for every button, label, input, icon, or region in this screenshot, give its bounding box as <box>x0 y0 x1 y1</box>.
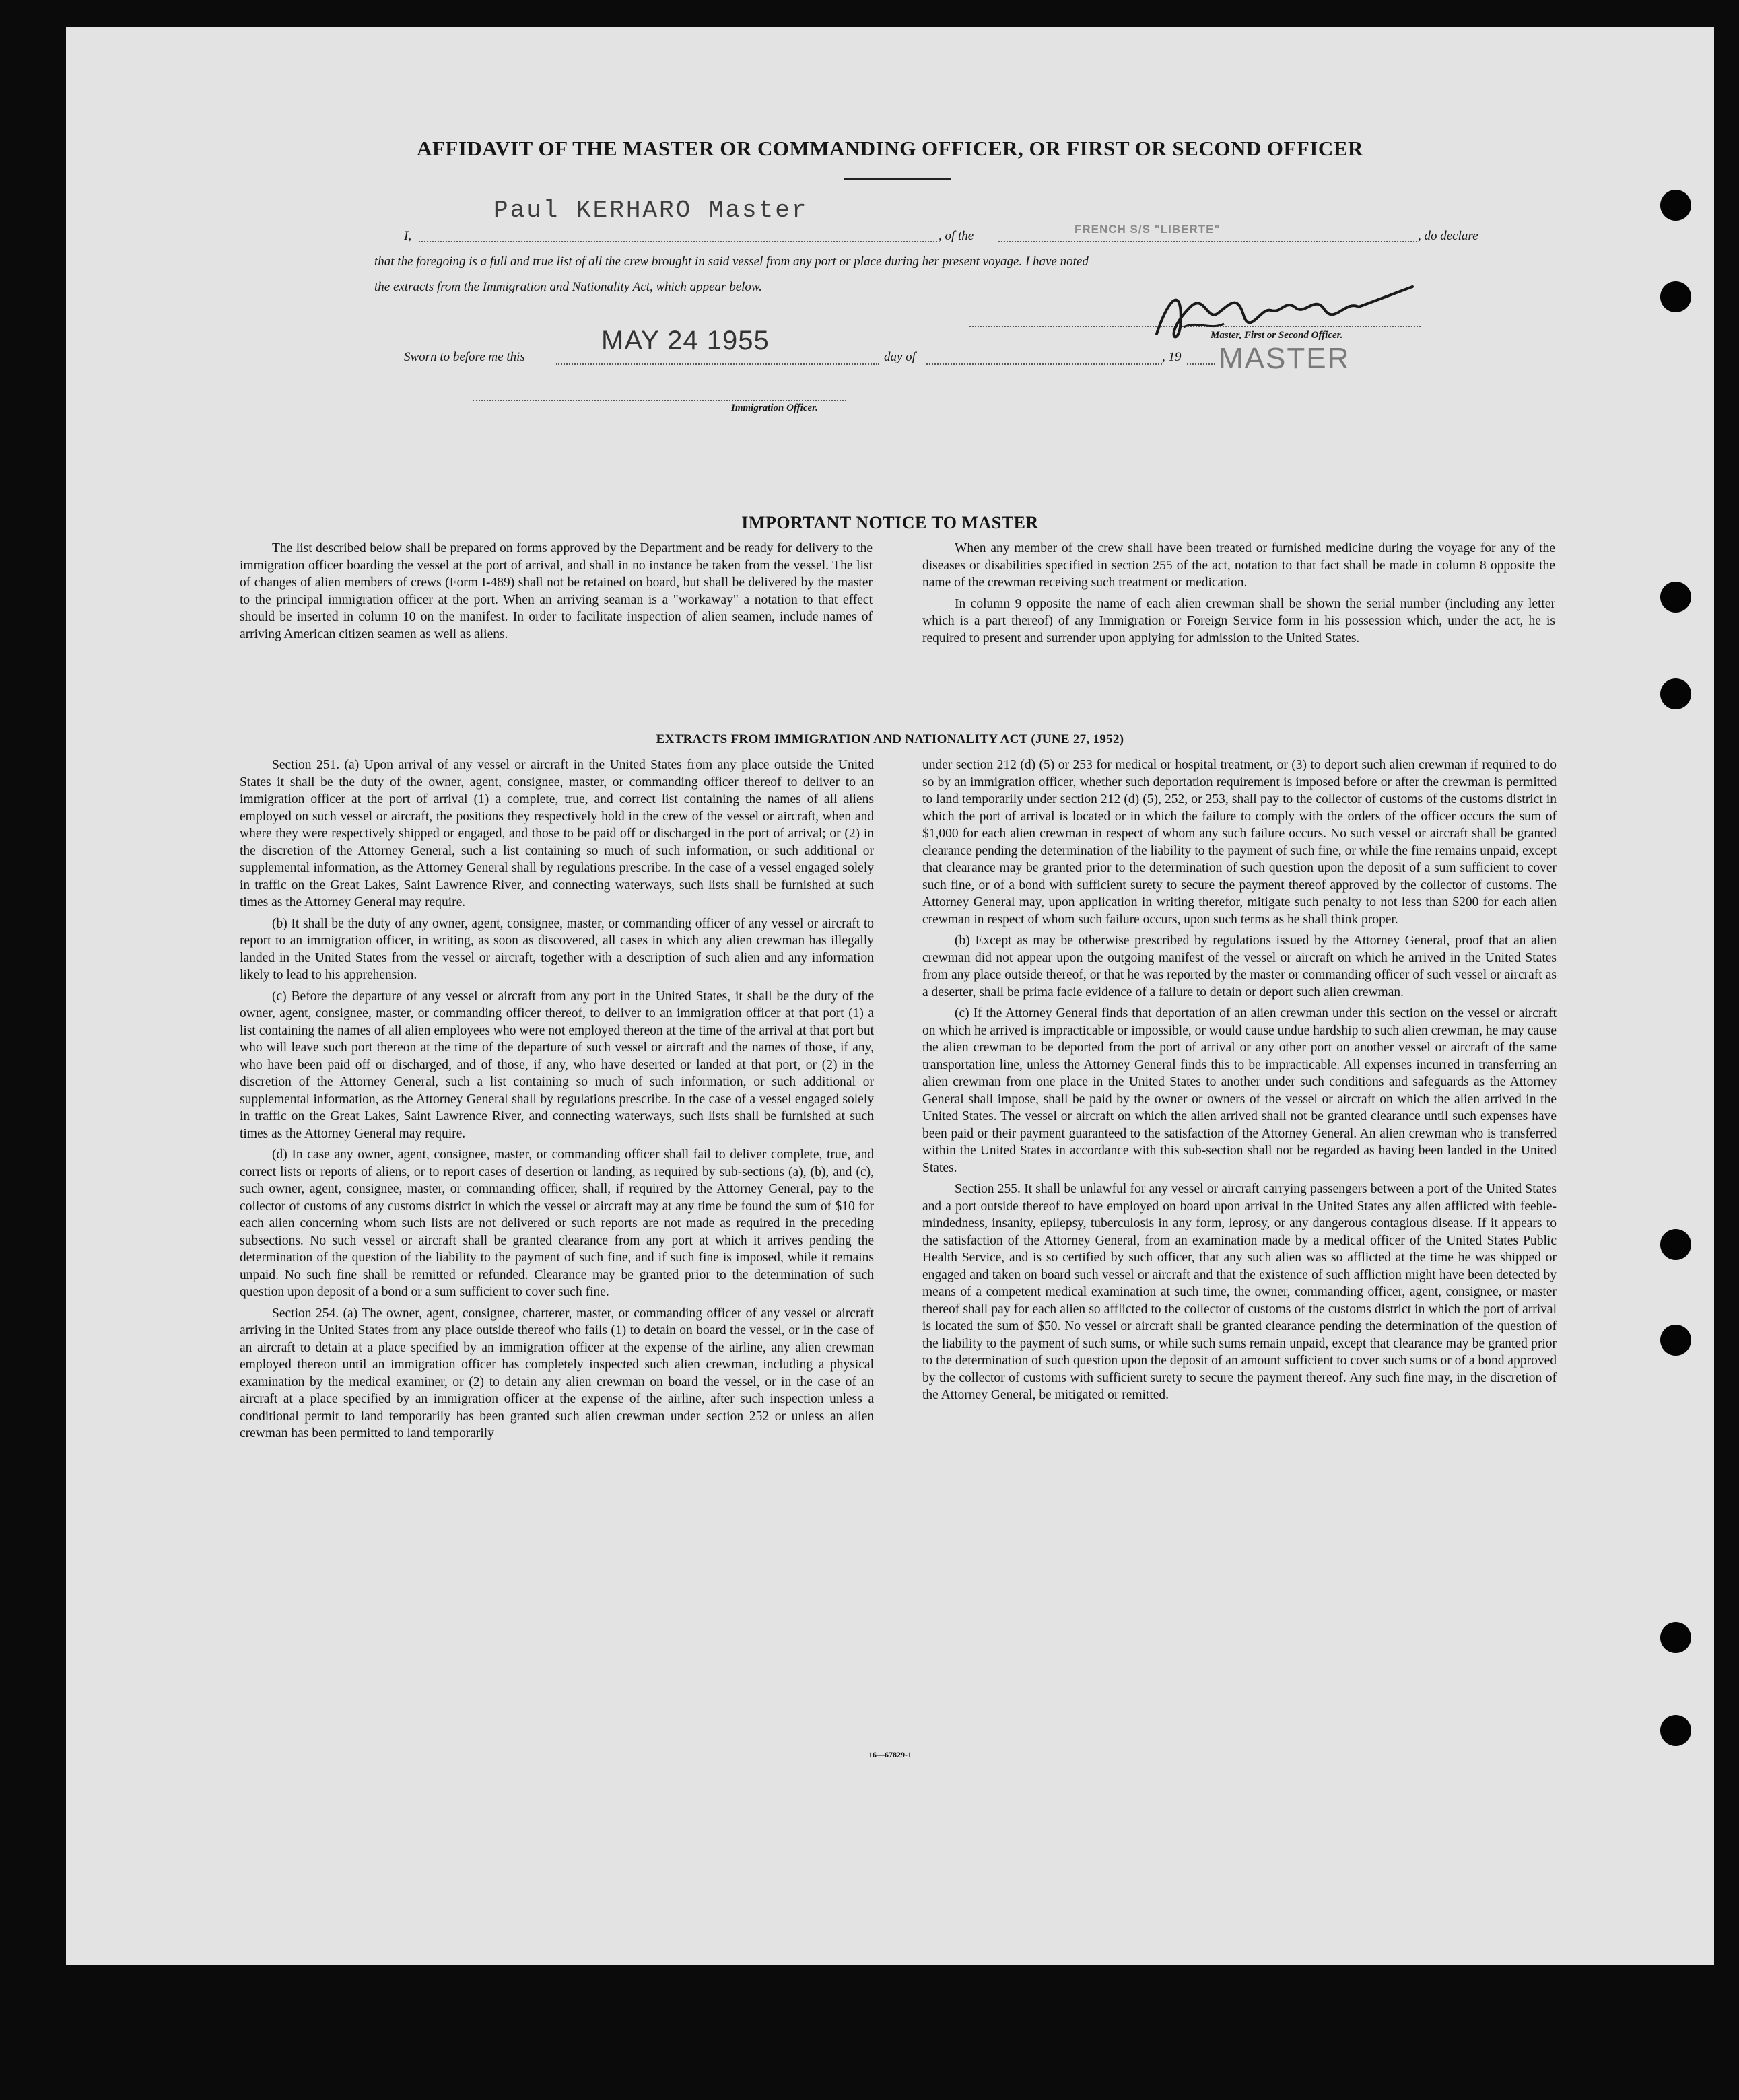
notice-left-column <box>240 540 873 647</box>
vessel-stamp: FRENCH S/S "LIBERTE" <box>1075 223 1221 236</box>
year-blank <box>1187 363 1215 365</box>
vessel-blank <box>998 241 1417 242</box>
section-254-a: Section 254. (a) The owner, agent, consignee, charterer, master, or commanding officer of any vessel or aircraft arriving in the United States from any place outside thereof who fails (1) to detain on board the vessel, or in the case of an aircraft to detain at a place specified by an immigration officer at the expense of the airline, any alien crewman employed thereon until an immigration officer has completely inspected such alien crewman, including a physical examination by the medical examiner, or (2) to detain any alien crewman on board the vessel, or in the case of an aircraft at a place specified by an immigration officer at the expense of the airline, after such inspection unless a conditional permit to land temporarily has been granted such alien crewman under section 252 or unless an alien crewman has been permitted to land temporarily <box>240 1306 874 1440</box>
notice-title: IMPORTANT NOTICE TO MASTER <box>741 513 1039 532</box>
title-divider <box>844 178 951 180</box>
section-251-a: Section 251. (a) Upon arrival of any vessel or aircraft in the United States from any place outside the United States it shall be the duty of the owner, agent, consignee, master, or commanding officer thereof to deliver to an immigration officer at the port of arrival (1) a complete, true, and correct list containing the names of all aliens employed on such vessel or aircraft, the positions they respectively hold in the crew of the vessel or aircraft, when and where they were respectively shipped or engaged, and those to be paid off or discharged in the port of arrival; or (2) in the discretion of the Attorney General, such a list containing so much of such information, or such additional or supplemental information, as the Attorney General shall by regulations prescribe. In the case of a vessel engaged solely in traffic on the Great Lakes, Saint Lawrence River, and connecting waterways, such lists shall be furnished at such times as the Attorney General may require. <box>240 758 874 909</box>
master-officer-label: Master, First or Second Officer. <box>1211 330 1343 341</box>
declaration-line-3: the extracts from the Immigration and Nationality Act, which appear below. <box>374 280 762 294</box>
form-number: 16—67829-1 <box>868 1750 912 1759</box>
punch-hole <box>1660 582 1691 612</box>
date-stamp: MAY 24 1955 <box>601 326 770 355</box>
declaration-line-2: that the foregoing is a full and true list of all the crew brought in said vessel from any port or place during her present voyage. I have noted <box>374 254 1089 269</box>
immigration-officer-line <box>473 400 846 401</box>
section-254-a-continued: under section 212 (d) (5) or 253 for medical or hospital treatment, or (3) to deport such alien crewman if required to do so by an immigration officer, whether such deportation requirement is imposed before or after the crewman is permitted to land temporarily under section 212 (d) (5), 252, or 253, shall pay to the collector of customs of the customs district in which the port of arrival is located or in which the failure to comply with the orders of the officer occurs the sum of $1,000 for each alien crewman in respect of whom any such failure occurs. No such vessel or aircraft shall be granted clearance pending the determination of the liability to the payment of such fine, or while the fine remains unpaid, except that clearance may be granted prior to the determination of such question upon the deposit of a sum sufficient to cover such fine, or of a bond with sufficient surety to secure the payment thereof approved by the collector of customs. The Attorney General may, upon application in writing therefor, mitigate such penalty to not less than $200 for each alien crewman in respect of whom such failure occurs, upon such terms as he shall think proper. <box>922 758 1557 927</box>
section-251-c: (c) Before the departure of any vessel or aircraft from any port in the United States, it shall be the duty of the owner, agent, consignee, master, or commanding officer thereof, to deliver to an immigration officer at that port (1) a list containing the names of all alien employees who were not employed thereon at the time of the arrival at that port but who will leave such port thereon at the time of the departure of such vessel or aircraft and the names of those, if any, who have been paid off or discharged, and of those, if any, who have deserted or landed at that port, or (2) in the discretion of the Attorney General, such a list containing so much of such information, or such additional or supplemental information, as the Attorney General shall by regulations prescribe. In the case of a vessel engaged solely in traffic on the Great Lakes, Saint Lawrence River, and connecting waterways, such lists shall be furnished at such times as the Attorney General may require. <box>240 989 874 1141</box>
punch-hole <box>1660 678 1691 709</box>
sworn-prefix: Sworn to before me this <box>404 350 525 364</box>
immigration-officer-label: Immigration Officer. <box>731 403 818 413</box>
affidavit-title: AFFIDAVIT OF THE MASTER OR COMMANDING OFFICER, OR FIRST OR SECOND OFFICER <box>417 137 1363 160</box>
punch-hole <box>1660 1622 1691 1653</box>
day-of-text: day of <box>884 350 916 364</box>
document-page <box>66 27 1714 1965</box>
master-name-typed: Paul KERHARO Master <box>493 197 809 224</box>
extracts-right-column <box>922 757 1557 1408</box>
month-blank <box>926 363 1162 365</box>
notice-right-paragraph-2: In column 9 opposite the name of each alien crewman shall be shown the serial number (including any letter which is a part thereof) of any Immigration or Foreign Service form in his possession which, under the act, he is required to present and surrender upon applying for admission to the United States. <box>922 596 1555 645</box>
punch-hole <box>1660 1325 1691 1356</box>
notice-left-paragraph: The list described below shall be prepared on forms approved by the Department and be ready for delivery to the immigration officer boarding the vessel at the port of arrival, and shall in no instance be taken from the vessel. The list of changes of alien members of crews (Form I-489) shall not be retained on board, but shall be delivered by the master to the principal immigration officer at the port. When an arriving seaman is a "workaway" a notation to that effect should be inserted in column 10 on the manifest. In order to facilitate inspection of alien seamen, include names of arriving American citizen seamen as well as aliens. <box>240 541 873 641</box>
of-the-text: , of the <box>939 229 974 243</box>
punch-hole <box>1660 1715 1691 1746</box>
name-blank <box>419 241 937 242</box>
notice-right-column <box>922 540 1555 651</box>
master-stamp: MASTER <box>1219 342 1351 375</box>
section-254-b: (b) Except as may be otherwise prescribed by regulations issued by the Attorney General, proof that an alien crewman did not appear upon the outgoing manifest of the vessel or aircraft on which he arrived in the United States from any place outside thereof, or that he was reported by the master or commanding officer of such vessel or aircraft as a deserter, shall be prima facie evidence of a failure to detain or deport such alien crewman. <box>922 934 1557 1000</box>
section-254-c: (c) If the Attorney General finds that deportation of an alien crewman under this section on the vessel or aircraft on which he arrived is impracticable or impossible, or would cause undue hardship to such alien crewman, he may cause the alien crewman to be deported from the port of arrival or any other port on another vessel or aircraft of the same transportation line, unless the Attorney General finds this to be impracticable. All expenses incurred in transferring an alien crewman from one place in the United States to another under such conditions and safeguards as the Attorney General shall impose, shall be paid by the owner or owners of the vessel or aircraft on which the alien arrived in the United States. The vessel or aircraft on which the alien arrived shall not be granted clearance until such expenses have been paid or their payment guaranteed to the satisfaction of the Attorney General. An alien crewman who is transferred within the United States in accordance with this sub-section shall not be regarded as having been landed in the United States. <box>922 1006 1557 1175</box>
sworn-day-blank <box>556 363 879 365</box>
section-255: Section 255. It shall be unlawful for any vessel or aircraft carrying passengers between a port of the United States and a port outside thereof to have employed on board upon arrival in the United States any alien afflicted with feeble-mindedness, insanity, epilepsy, tuberculosis in any form, leprosy, or any dangerous contagious disease. If it appears to the satisfaction of the Attorney General, from an examination made by a medical officer of the United States Public Health Service, and is so certified by such officer, that any such alien was so afflicted at the time he was shipped or engaged and taken on board such vessel or aircraft and that the existence of such affliction might have been detected by means of a competent medical examination at such time, the owner, commanding officer, agent, consignee, or master thereof shall pay for each alien so afflicted to the collector of customs of the customs district in which the port of arrival is located the sum of $50. No vessel or aircraft shall be granted clearance pending the determination of the question of the liability to the payment of such sums, or while such sums remain unpaid, except that clearance may be granted prior to the determination of such question upon the deposit of an amount sufficient to cover such sums or of a bond approved by the collector of customs with sufficient surety to secure the payment thereof. Any such fine may, in the discretion of the Attorney General, be mitigated or remitted. <box>922 1182 1557 1402</box>
section-251-d: (d) In case any owner, agent, consignee, master, or commanding officer shall fail to deliver complete, true, and correct lists or reports of aliens, or to report cases of desertion or landing, as required by sub-sections (a), (b), and (c), such owner, agent, consignee, master, or commanding officer, shall, if required by the Attorney General, pay to the collector of customs of any customs district in which the vessel or aircraft may at any time be found the sum of $10 for each alien concerning whom such lists are not delivered or such reports are not made as required in the preceding subsections. No such vessel or aircraft shall be granted clearance from any port at which it arrives pending the determination of the question of the liability to the payment of such fine, and if such fine is imposed, while it remains unpaid. No such fine shall be remitted or refunded. Clearance may be granted prior to the determination of such question upon deposit of a bond or a sum sufficient to cover such fine. <box>240 1148 874 1299</box>
punch-hole <box>1660 1229 1691 1260</box>
do-declare-text: , do declare <box>1418 229 1478 243</box>
punch-hole <box>1660 281 1691 312</box>
extracts-title: EXTRACTS FROM IMMIGRATION AND NATIONALITY ACT (JUNE 27, 1952) <box>656 732 1124 746</box>
punch-hole <box>1660 190 1691 221</box>
section-251-b: (b) It shall be the duty of any owner, agent, consignee, master, or commanding officer of any vessel or aircraft to report to an immigration officer, in writing, as soon as discovered, all cases in which any alien crewman has illegally landed in the United States from the vessel or aircraft, together with a description of such alien and any information likely to lead to his apprehension. <box>240 916 874 982</box>
declaration-prefix: I, <box>404 229 412 243</box>
notice-right-paragraph-1: When any member of the crew shall have been treated or furnished medicine during the voyage for any of the diseases or disabilities specified in section 255 of the act, notation to that fact shall be made in column 8 opposite the name of the crewman receiving such treatment or medication. <box>922 541 1555 590</box>
year-prefix: , 19 <box>1162 350 1182 364</box>
extracts-left-column <box>240 757 874 1446</box>
